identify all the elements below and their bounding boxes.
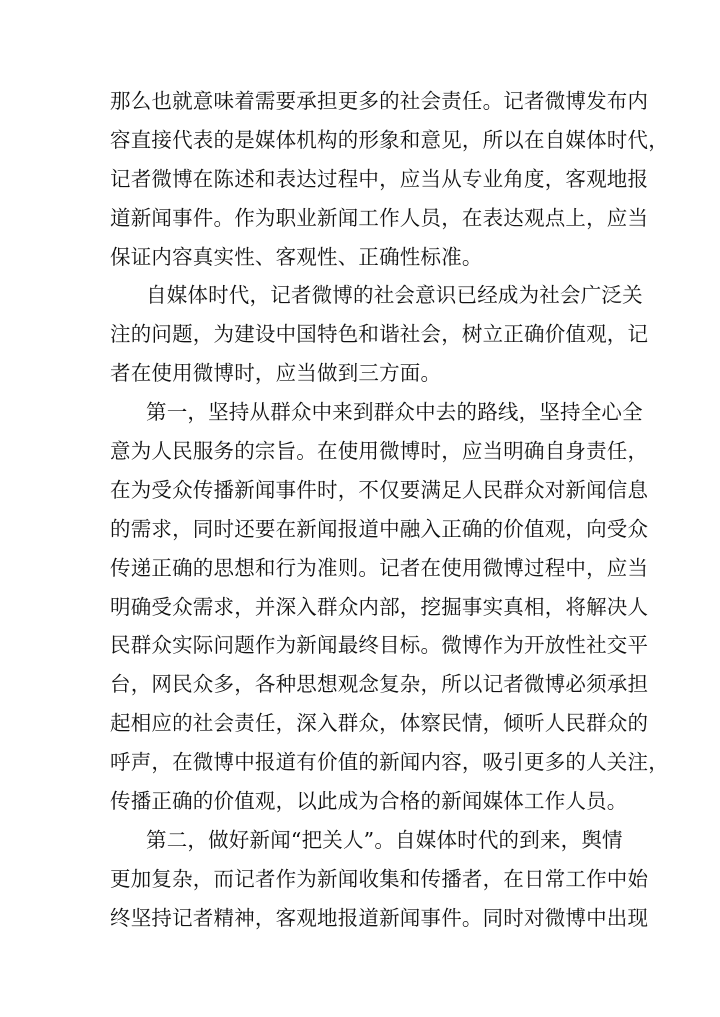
text-line: 明确受众需求，并深入群众内部，挖掘事实真相，将解决人 — [110, 594, 649, 619]
text-line: 呼声，在微博中报道有价值的新闻内容，吸引更多的人关注， — [110, 750, 669, 775]
text-line: 传递正确的思想和行为准则。记者在使用微博过程中，应当 — [110, 555, 649, 580]
text-line: 更加复杂，而记者作为新闻收集和传播者，在日常工作中始 — [110, 866, 649, 891]
text-line: 保证内容真实性、客观性、正确性标准。 — [110, 244, 483, 269]
paragraph-start-line: 第一，坚持从群众中来到群众中去的路线，坚持全心全 — [146, 400, 643, 425]
text-line: 那么也就意味着需要承担更多的社会责任。记者微博发布内 — [110, 89, 649, 113]
text-line: 终坚持记者精神，客观地报道新闻事件。同时对微博中出现 — [110, 905, 649, 930]
text-line: 记者微博在陈述和表达过程中，应当从专业角度，客观地报 — [110, 166, 649, 191]
text-line: 台，网民众多，各种思想观念复杂，所以记者微博必须承担 — [110, 672, 649, 697]
text-line: 容直接代表的是媒体机构的形象和意见，所以在自媒体时代， — [110, 127, 669, 152]
text-line: 注的问题，为建设中国特色和谐社会，树立正确价值观，记 — [110, 322, 649, 347]
paragraph-start-line: 第二，做好新闻“把关人”。自媒体时代的到来，舆情 — [146, 827, 623, 852]
text-line: 道新闻事件。作为职业新闻工作人员，在表达观点上，应当 — [110, 205, 649, 230]
text-line: 的需求，同时还要在新闻报道中融入正确的价值观，向受众 — [110, 516, 649, 541]
text-line: 者在使用微博时，应当做到三方面。 — [110, 361, 442, 386]
text-line: 传播正确的价值观，以此成为合格的新闻媒体工作人员。 — [110, 789, 628, 814]
text-line: 在为受众传播新闻事件时，不仅要满足人民群众对新闻信息 — [110, 477, 649, 502]
text-line: 民群众实际问题作为新闻最终目标。微博作为开放性社交平 — [110, 633, 649, 658]
text-line: 意为人民服务的宗旨。在使用微博时，应当明确自身责任， — [110, 439, 649, 464]
paragraph-start-line: 自媒体时代，记者微博的社会意识已经成为社会广泛关 — [146, 283, 643, 308]
body-text — [110, 82, 669, 938]
text-line: 起相应的社会责任，深入群众，体察民情，倾听人民群众的 — [110, 711, 649, 736]
